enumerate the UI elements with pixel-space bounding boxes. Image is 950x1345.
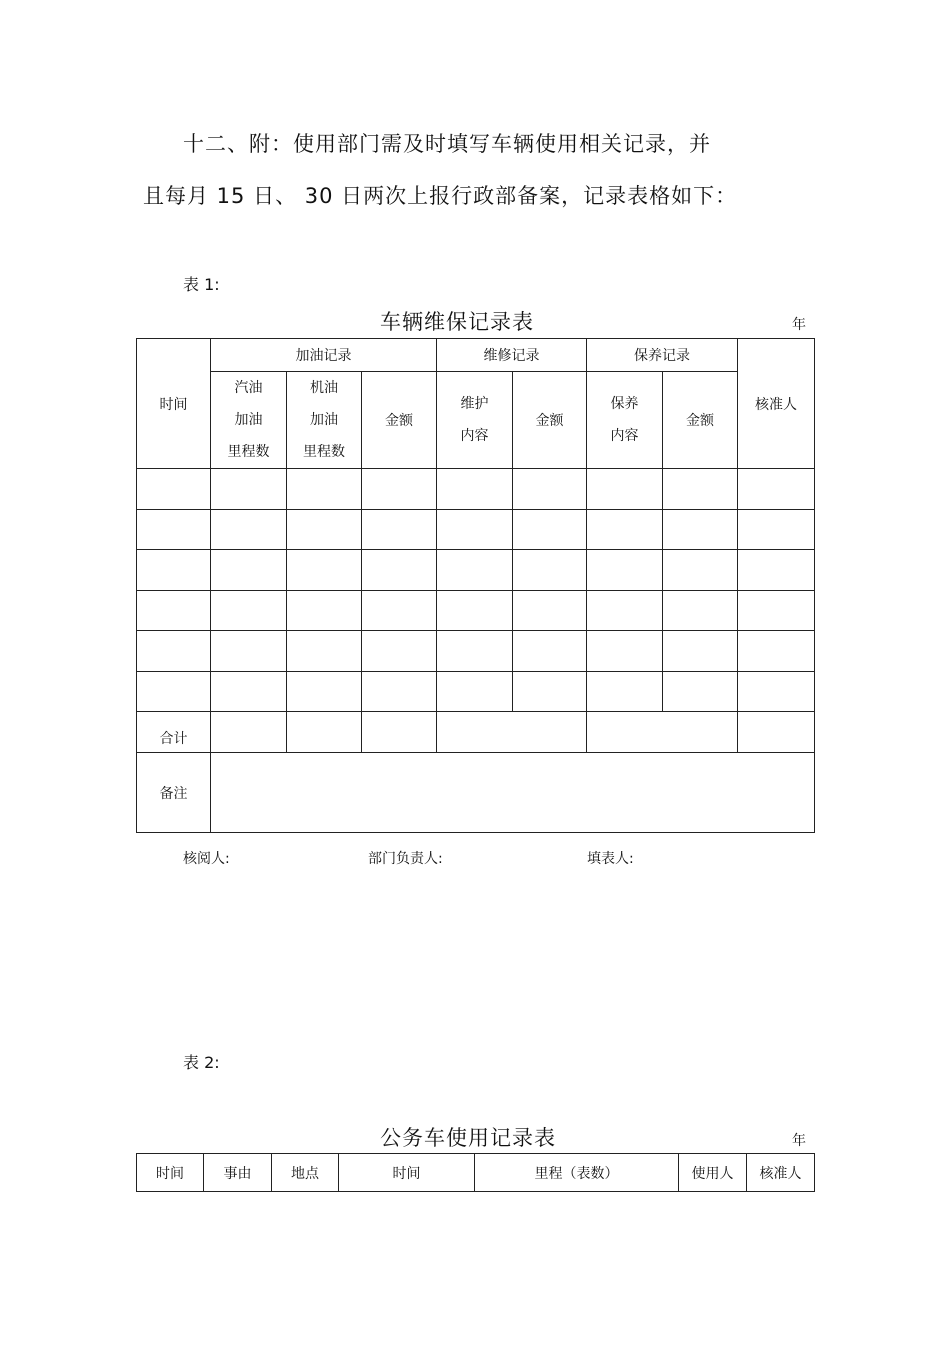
header-approver: 核准人 — [747, 1154, 815, 1192]
header-gas-fuel-mileage: 汽油 加油 里程数 — [211, 372, 287, 469]
table1-year: 年 — [792, 317, 806, 333]
official-car-usage-table — [136, 1153, 815, 1192]
header-repair-record: 维修记录 — [437, 339, 587, 372]
header-fuel-record: 加油记录 — [211, 339, 437, 372]
table1-label: 表 1: — [183, 275, 220, 294]
table1-title: 车辆维保记录表 — [380, 310, 534, 334]
remarks-label: 备注 — [137, 753, 211, 833]
header-mileage: 里程（表数） — [475, 1154, 679, 1192]
header-engine-oil-mileage: 机油 加油 里程数 — [287, 372, 362, 469]
header-reason: 事由 — [204, 1154, 272, 1192]
table-row — [137, 591, 815, 631]
header-maintenance-record: 保养记录 — [587, 339, 738, 372]
table-row — [137, 469, 815, 510]
vehicle-maintenance-table — [136, 338, 815, 833]
header-fuel-amount: 金额 — [362, 372, 437, 469]
header-maintenance-content: 保养 内容 — [587, 372, 663, 469]
filler-signature: 填表人: — [587, 851, 634, 867]
reviewer-signature: 核阅人: — [183, 851, 230, 867]
table-row — [137, 550, 815, 591]
header-user: 使用人 — [679, 1154, 747, 1192]
header-approver: 核准人 — [738, 339, 815, 469]
header-maintenance-amount: 金额 — [663, 372, 738, 469]
table2-year: 年 — [792, 1133, 806, 1149]
table-row — [137, 631, 815, 672]
header-location: 地点 — [272, 1154, 339, 1192]
remarks-row — [137, 753, 815, 833]
header-repair-content: 维护 内容 — [437, 372, 513, 469]
table2-title: 公务车使用记录表 — [380, 1126, 556, 1150]
intro-line-1: 十二、附：使用部门需及时填写车辆使用相关记录，并 — [183, 132, 711, 156]
total-row — [137, 712, 815, 753]
header-time-2: 时间 — [339, 1154, 475, 1192]
header-time: 时间 — [137, 1154, 204, 1192]
header-time: 时间 — [137, 339, 211, 469]
table-row — [137, 510, 815, 550]
table2-label: 表 2: — [183, 1053, 220, 1072]
table-row — [137, 672, 815, 712]
total-label: 合计 — [137, 712, 211, 753]
header-repair-amount: 金额 — [513, 372, 587, 469]
dept-head-signature: 部门负责人: — [368, 851, 443, 867]
intro-line-2: 且每月 15 日、 30 日两次上报行政部备案，记录表格如下： — [143, 184, 738, 208]
